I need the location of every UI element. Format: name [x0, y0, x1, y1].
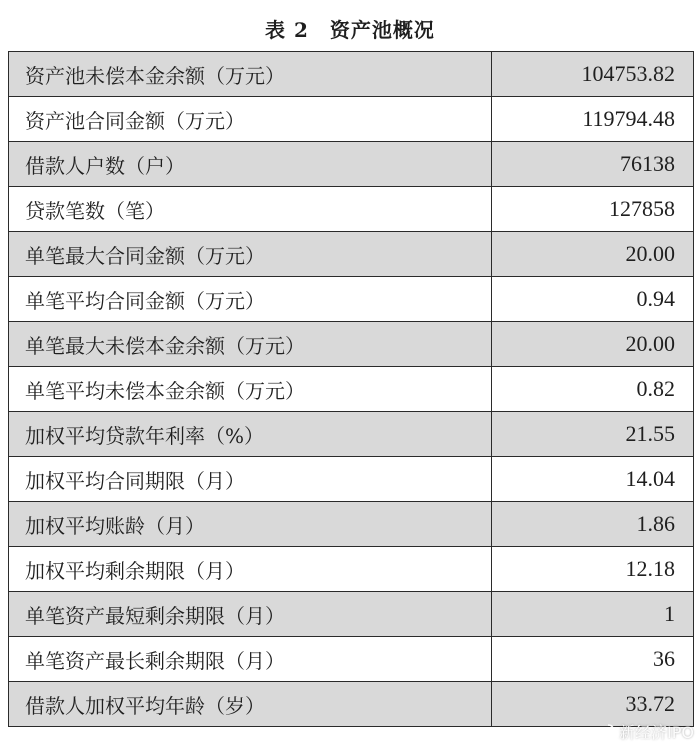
row-value: 12.18	[492, 547, 694, 592]
table-row	[9, 367, 694, 412]
table-row	[9, 637, 694, 682]
table-row	[9, 457, 694, 502]
row-value: 1.86	[492, 502, 694, 547]
row-label: 借款人加权平均年龄（岁）	[9, 682, 492, 727]
row-value: 127858	[492, 187, 694, 232]
row-value: 1	[492, 592, 694, 637]
row-label: 加权平均账龄（月）	[9, 502, 492, 547]
table-row	[9, 142, 694, 187]
table-row	[9, 277, 694, 322]
row-value: 33.72	[492, 682, 694, 727]
row-label: 单笔平均合同金额（万元）	[9, 277, 492, 322]
row-label: 加权平均贷款年利率（%）	[9, 412, 492, 457]
row-value: 14.04	[492, 457, 694, 502]
weibo-icon	[593, 723, 615, 741]
table-row	[9, 187, 694, 232]
table-row	[9, 97, 694, 142]
row-label: 单笔资产最短剩余期限（月）	[9, 592, 492, 637]
table-row	[9, 412, 694, 457]
row-label: 加权平均剩余期限（月）	[9, 547, 492, 592]
row-value: 36	[492, 637, 694, 682]
row-value: 20.00	[492, 322, 694, 367]
row-label: 单笔最大合同金额（万元）	[9, 232, 492, 277]
row-value: 20.00	[492, 232, 694, 277]
row-label: 贷款笔数（笔）	[9, 187, 492, 232]
row-label: 资产池合同金额（万元）	[9, 97, 492, 142]
watermark-text: 新经济IPO	[619, 723, 694, 742]
table-body	[9, 52, 694, 727]
row-label: 加权平均合同期限（月）	[9, 457, 492, 502]
row-label: 单笔最大未偿本金余额（万元）	[9, 322, 492, 367]
row-value: 0.94	[492, 277, 694, 322]
watermark	[593, 720, 694, 743]
table-row	[9, 52, 694, 97]
table-row	[9, 547, 694, 592]
row-value: 76138	[492, 142, 694, 187]
table-caption: 表 2 资产池概况	[265, 18, 435, 42]
row-value: 21.55	[492, 412, 694, 457]
row-value: 104753.82	[492, 52, 694, 97]
row-label: 单笔资产最长剩余期限（月）	[9, 637, 492, 682]
table-row	[9, 592, 694, 637]
row-value: 0.82	[492, 367, 694, 412]
row-label: 资产池未偿本金余额（万元）	[9, 52, 492, 97]
table-row	[9, 682, 694, 727]
row-value: 119794.48	[492, 97, 694, 142]
table-row	[9, 232, 694, 277]
table-row	[9, 322, 694, 367]
table-row	[9, 502, 694, 547]
asset-pool-summary-table	[8, 51, 694, 727]
row-label: 单笔平均未偿本金余额（万元）	[9, 367, 492, 412]
row-label: 借款人户数（户）	[9, 142, 492, 187]
